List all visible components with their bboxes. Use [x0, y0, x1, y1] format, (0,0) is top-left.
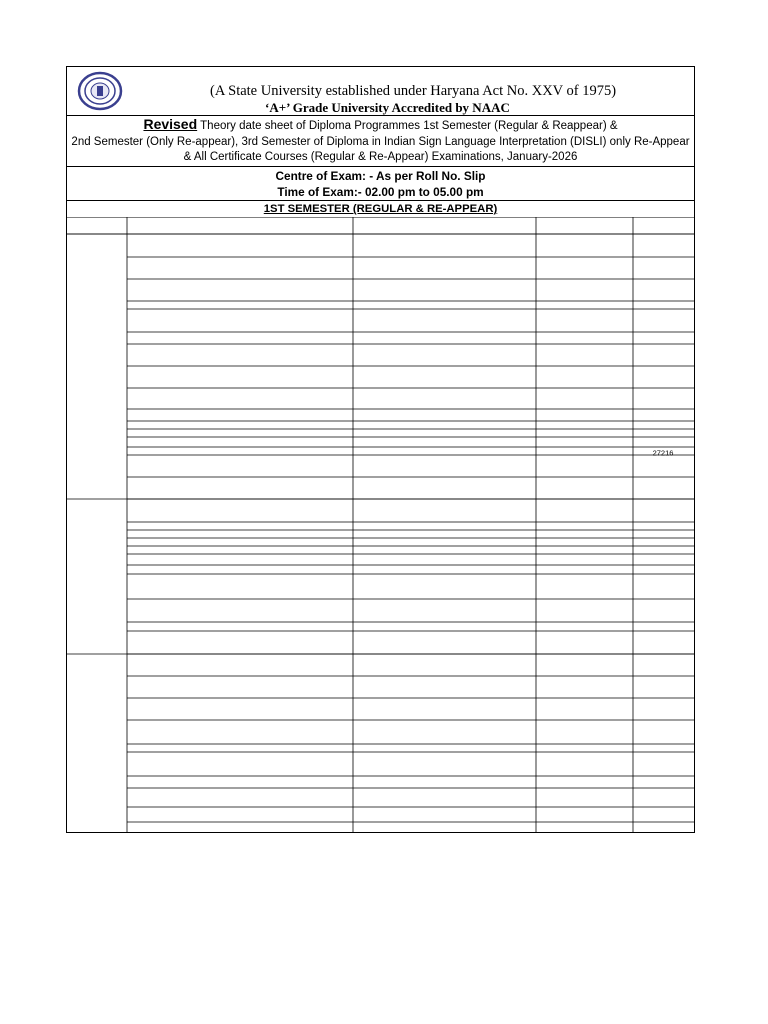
exam-schedule-table	[66, 217, 695, 833]
university-seal-icon	[77, 71, 123, 111]
header-line-1: (A State University established under Haryana Act No. XXV of 1975)	[210, 83, 617, 99]
date-sheet-title	[66, 115, 695, 166]
date-sheet	[66, 66, 695, 833]
cell-note: 27216	[652, 448, 674, 458]
title-line-3: & All Certificate Courses (Regular & Re-Appear) Examinations, January-2026	[183, 151, 578, 163]
time-of-exam: Time of Exam:- 02.00 pm to 05.00 pm	[277, 185, 484, 199]
centre-of-exam: Centre of Exam: - As per Roll No. Slip	[275, 169, 486, 183]
title-line-1: Theory date sheet of Diploma Programmes 1st Semester (Regular & Reappear) &	[197, 120, 618, 132]
revised-label: Revised	[143, 116, 198, 132]
section-heading-text: 1ST SEMESTER (REGULAR & RE-APPEAR)	[263, 203, 498, 215]
header-line-2: ‘A+’ Grade University Accredited by NAAC	[265, 100, 510, 115]
title-line-2: 2nd Semester (Only Re-appear), 3rd Semester of Diploma in Indian Sign Language Interpretation (DISLI) only Re-Appear	[71, 135, 690, 148]
exam-info	[66, 166, 695, 200]
university-header	[66, 66, 695, 115]
section-heading	[66, 200, 695, 217]
